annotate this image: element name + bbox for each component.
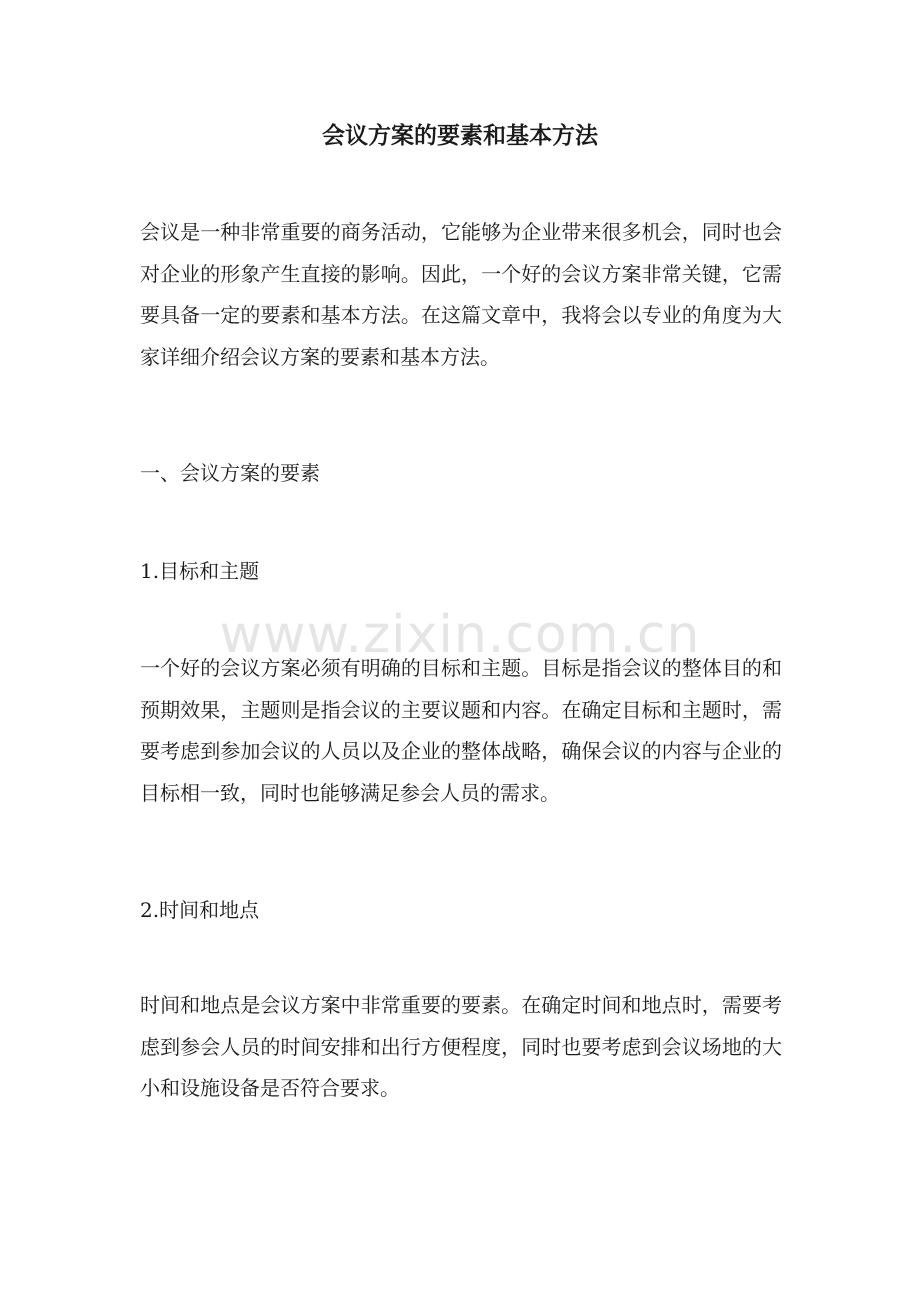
section-heading-elements: 一、会议方案的要素 xyxy=(140,461,320,485)
goal-theme-paragraph: 一个好的会议方案必须有明确的目标和主题。目标是指会议的整体目的和预期效果，主题则是指会议的主要议题和内容。在确定目标和主题时，需要考虑到参加会议的人员以及企业的整体战略，确保会议的内容与企业的目标相一致，同时也能够满足参会人员的需求。 xyxy=(140,656,782,805)
subheading-time-place: 2.时间和地点 xyxy=(140,898,260,922)
intro-paragraph: 会议是一种非常重要的商务活动，它能够为企业带来很多机会，同时也会对企业的形象产生直接的影响。因此，一个好的会议方案非常关键，它需要具备一定的要素和基本方法。在这篇文章中，我将会以专业的角度为大家详细介绍会议方案的要素和基本方法。 xyxy=(140,220,782,369)
time-place-paragraph: 时间和地点是会议方案中非常重要的要素。在确定时间和地点时，需要考虑到参会人员的时间安排和出行方便程度，同时也要考虑到会议场地的大小和设施设备是否符合要求。 xyxy=(140,993,782,1100)
watermark-text: www.zixin.com.cn xyxy=(219,605,701,665)
document-title: 会议方案的要素和基本方法 xyxy=(322,122,598,149)
subheading-goal-theme: 1.目标和主题 xyxy=(140,559,260,583)
